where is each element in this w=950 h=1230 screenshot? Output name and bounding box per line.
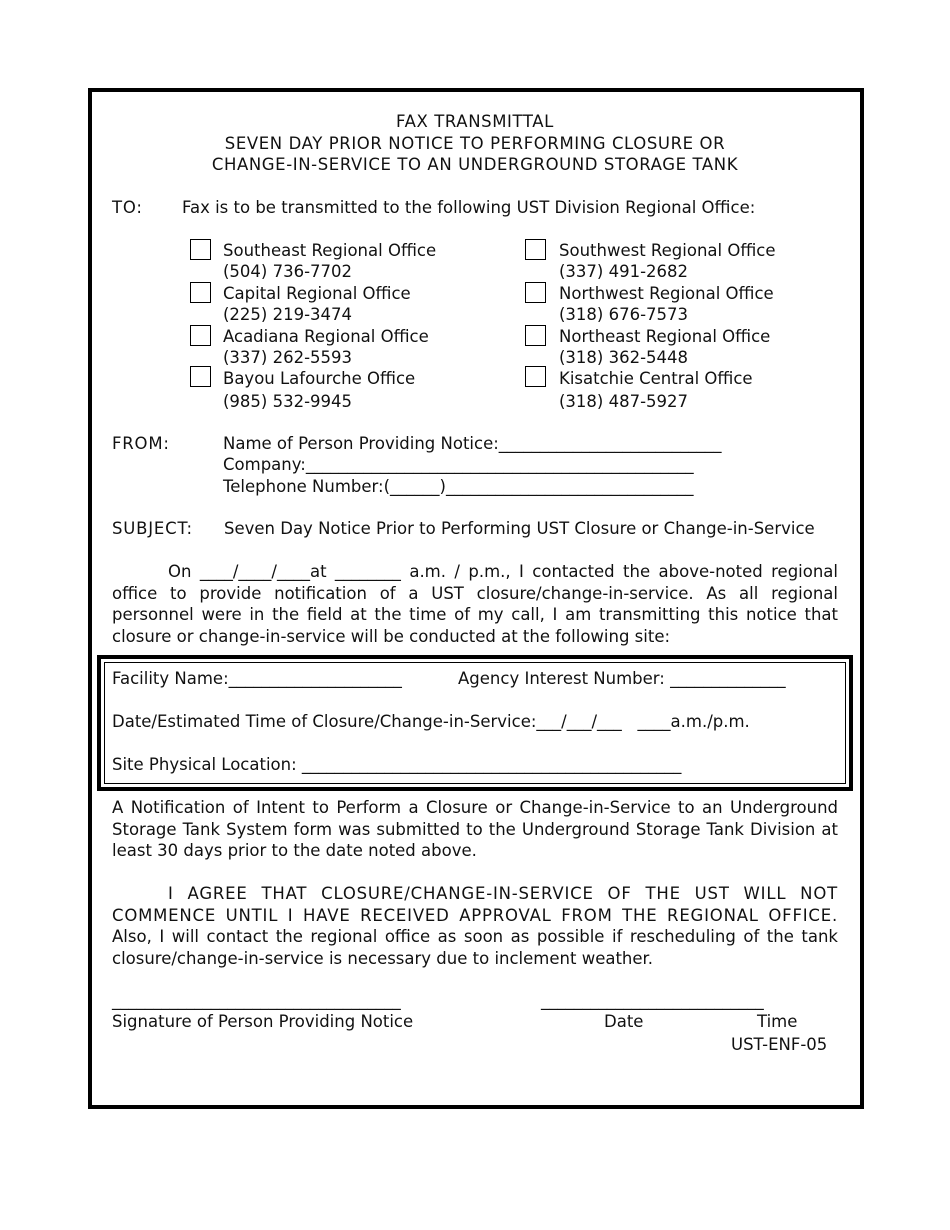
office-name: Bayou Lafourche Office	[223, 369, 416, 388]
office-name: Capital Regional Office	[223, 284, 411, 303]
office-phone: (504) 736-7702	[223, 262, 353, 281]
office-name: Acadiana Regional Office	[223, 327, 429, 346]
signature-line[interactable]: ___________________________________	[112, 991, 401, 1010]
office-phone: (337) 262-5593	[223, 348, 353, 367]
contact-paragraph: On ____/____/____at ________ a.m. / p.m., I contacted the above-noted regional office to provide notification of a UST closure/change-in-service. As all regional personnel were in the field at the time of my call, I am transmitting this notice that closure or change-in-service will be conducted at the following site:	[112, 562, 838, 646]
office-phone: (318) 676-7573	[559, 305, 689, 324]
office-phone: (225) 219-3474	[223, 305, 353, 324]
agreement-paragraph	[112, 883, 838, 969]
name-of-person-field[interactable]: Name of Person Providing Notice:___________________________	[223, 434, 722, 453]
office-name: Northeast Regional Office	[559, 327, 771, 346]
subject-label: SUBJECT:	[112, 519, 193, 538]
agency-interest-number-field[interactable]: Agency Interest Number: ______________	[458, 669, 786, 688]
office-phone: (985) 532-9945	[223, 392, 353, 411]
date-label: Date	[604, 1012, 644, 1031]
checkbox-kisatchie-office[interactable]	[525, 366, 546, 387]
office-name: Northwest Regional Office	[559, 284, 774, 303]
to-instruction: Fax is to be transmitted to the following UST Division Regional Office:	[182, 198, 756, 217]
site-location-field[interactable]: Site Physical Location: ______________________________________________	[112, 755, 682, 774]
form-title: FAX TRANSMITTAL	[396, 112, 554, 131]
subject-text: Seven Day Notice Prior to Performing UST Closure or Change-in-Service	[224, 519, 815, 538]
office-phone: (318) 362-5448	[559, 348, 689, 367]
checkbox-bayou-lafourche-office[interactable]	[190, 366, 211, 387]
checkbox-acadiana-office[interactable]	[190, 325, 211, 346]
company-field[interactable]: Company:_______________________________________________	[223, 455, 694, 474]
facility-name-field[interactable]: Facility Name:_____________________	[112, 669, 402, 688]
telephone-field[interactable]: Telephone Number:(______)______________________________	[223, 477, 694, 496]
checkbox-northeast-office[interactable]	[525, 325, 546, 346]
form-subtitle-line2: CHANGE-IN-SERVICE TO AN UNDERGROUND STORAGE TANK	[211, 155, 739, 174]
checkbox-southeast-office[interactable]	[190, 239, 211, 260]
agreement-rest-text: Also, I will contact the regional office as soon as possible if rescheduling of the tank closure/change-in-service is necessary due to inclement weather.	[112, 927, 838, 968]
office-phone: (337) 491-2682	[559, 262, 689, 281]
checkbox-northwest-office[interactable]	[525, 282, 546, 303]
agreement-caps-text: I AGREE THAT CLOSURE/CHANGE-IN-SERVICE OF THE UST WILL NOT COMMENCE UNTIL I HAVE RECEIVED APPROVAL FROM THE REGIONAL OFFICE.	[112, 884, 838, 925]
form-id: UST-ENF-05	[731, 1035, 828, 1054]
signature-label: Signature of Person Providing Notice	[112, 1012, 414, 1031]
office-name: Kisatchie Central Office	[559, 369, 753, 388]
checkbox-southwest-office[interactable]	[525, 239, 546, 260]
form-subtitle-line1: SEVEN DAY PRIOR NOTICE TO PERFORMING CLOSURE OR	[224, 134, 726, 153]
time-label: Time	[757, 1012, 798, 1031]
to-label: TO:	[112, 198, 143, 217]
checkbox-capital-office[interactable]	[190, 282, 211, 303]
office-name: Southeast Regional Office	[223, 241, 437, 260]
office-phone: (318) 487-5927	[559, 392, 689, 411]
notification-paragraph: A Notification of Intent to Perform a Closure or Change-in-Service to an Underground Storage Tank System form was submitted to the Underground Storage Tank Division at least 30 days prior to the date noted above.	[112, 798, 838, 860]
office-name: Southwest Regional Office	[559, 241, 776, 260]
date-time-line[interactable]: ___________________________	[541, 991, 764, 1010]
from-label: FROM:	[112, 434, 170, 453]
closure-date-time-field[interactable]: Date/Estimated Time of Closure/Change-in-Service:___/___/___ ____a.m./p.m.	[112, 712, 750, 731]
